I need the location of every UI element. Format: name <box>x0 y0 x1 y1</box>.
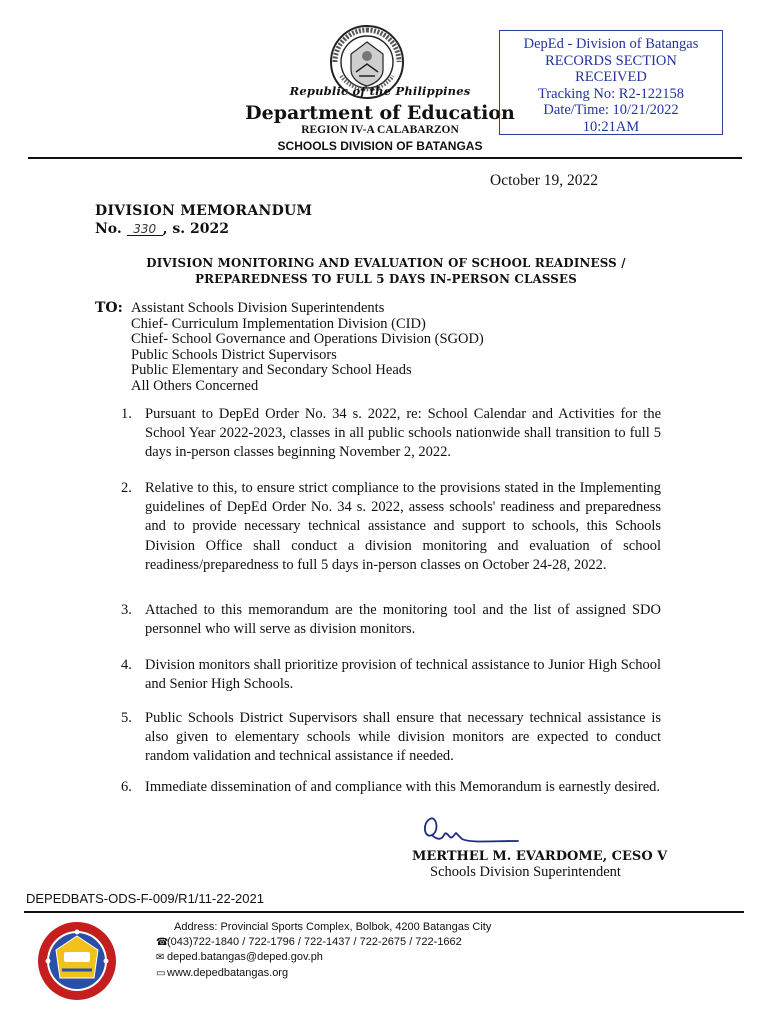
form-code: DEPEDBATS-ODS-F-009/R1/11-22-2021 <box>26 891 264 906</box>
paragraph-number: 4. <box>121 657 132 673</box>
phone-icon: ☎ <box>156 936 169 948</box>
paragraph-number: 1. <box>121 406 132 422</box>
memo-title: DIVISION MEMORANDUM <box>95 203 313 219</box>
paragraph-text: Attached to this memorandum are the monitoring tool and the list of assigned SDO personnel who will serve as division monitors. <box>145 602 661 638</box>
paragraph-4 <box>121 656 661 694</box>
paragraph-text: Public Schools District Supervisors shall ensure that necessary technical assistance is also given to elementary schools while division monitors are expected to conduct random validation and technical assistance if needed. <box>145 710 661 765</box>
memo-number: 330 <box>127 223 163 236</box>
paragraph-3 <box>121 601 661 639</box>
header-divider <box>28 157 742 159</box>
footer-website-row <box>156 966 491 982</box>
stamp-datetime: Date/Time: 10/21/2022 <box>543 102 679 118</box>
paragraph-2 <box>121 479 661 575</box>
header-department: Department of Education <box>245 102 515 124</box>
header-division: SCHOOLS DIVISION OF BATANGAS <box>277 139 483 153</box>
footer-email-row <box>156 950 491 966</box>
paragraph-text: Pursuant to DepEd Order No. 34 s. 2022, re: School Calendar and Activities for the School Year 2022-2023, classes in all public schools nationwide shall transition to full 5 days in-person classes beginning November 2, 2022. <box>145 406 661 461</box>
stamp-tracking: Tracking No: R2-122158 <box>537 85 685 102</box>
paragraph-number: 3. <box>121 602 132 618</box>
header-republic: Republic of the Philippines <box>289 84 471 98</box>
division-logo-icon <box>36 920 118 1002</box>
footer-address: Address: Provincial Sports Complex, Bolbok, 4200 Batangas City <box>174 921 492 933</box>
recipient: Assistant Schools Division Superintendents <box>131 300 385 316</box>
email-icon: ✉ <box>156 952 165 963</box>
footer-website[interactable]: www.depedbatangas.org <box>167 966 289 979</box>
memo-date: October 19, 2022 <box>490 172 599 189</box>
signatory-title: Schools Division Superintendent <box>430 864 621 880</box>
footer-email[interactable]: deped.batangas@deped.gov.ph <box>167 951 323 963</box>
subject-line1: DIVISION MONITORING AND EVALUATION OF SCHOOL READINESS / <box>146 256 626 270</box>
paragraph-number: 6. <box>121 779 132 795</box>
paragraph-text: Immediate dissemination of and compliance with this Memorandum is earnestly desired. <box>145 779 661 795</box>
footer-contact <box>156 920 491 981</box>
recipient-list <box>131 301 484 394</box>
header-region: REGION IV-A CALABARZON <box>301 124 459 136</box>
recipient: Chief- Curriculum Implementation Division (CID) <box>131 315 426 332</box>
received-stamp <box>499 30 723 135</box>
footer-divider <box>24 911 744 913</box>
memo-no-label: No. <box>95 221 122 237</box>
paragraph-text: Division monitors shall prioritize provision of technical assistance to Junior High School and Senior High Schools. <box>145 657 661 693</box>
recipient: All Others Concerned <box>131 377 259 394</box>
signatory-name: MERTHEL M. EVARDOME, CESO V <box>412 849 668 864</box>
recipient: Public Schools District Supervisors <box>131 346 337 363</box>
footer-phones: (043)722-1840 / 722-1796 / 722-1437 / 722-2675 / 722-1662 <box>167 935 462 948</box>
memo-number-line <box>95 221 229 237</box>
paragraph-6 <box>121 778 661 797</box>
paragraph-1 <box>121 405 661 463</box>
memo-series: , s. 2022 <box>162 221 229 237</box>
footer-phones-row <box>156 935 491 951</box>
paragraph-number: 5. <box>121 710 132 726</box>
recipient: Chief- School Governance and Operations Division (SGOD) <box>131 331 484 347</box>
stamp-line2: RECORDS SECTION <box>545 52 677 69</box>
stamp-time: 10:21AM <box>582 118 640 135</box>
paragraph-number: 2. <box>121 480 132 496</box>
memo-subject <box>95 255 677 287</box>
signature-scribble <box>400 805 520 853</box>
paragraph-text: Relative to this, to ensure strict compliance to the provisions stated in the Implementing guidelines of DepEd Order No. 34 s. 2022, assess schools' readiness and preparedness and to provide necessary technical assistance and support to schools, this Schools Division Office shall conduct a division monitoring and evaluation of school readiness/preparedness to full 5 days in-person classes on October 24-28, 2022. <box>145 480 661 573</box>
recipient: Public Elementary and Secondary School Heads <box>131 362 412 378</box>
stamp-line1: DepEd - Division of Batangas <box>523 36 699 52</box>
subject-line2: PREPAREDNESS TO FULL 5 DAYS IN-PERSON CLASSES <box>195 272 577 286</box>
paragraph-5 <box>121 709 661 767</box>
web-icon: ▭ <box>156 967 166 979</box>
to-label: TO: <box>95 300 123 316</box>
stamp-line3: RECEIVED <box>575 69 647 85</box>
